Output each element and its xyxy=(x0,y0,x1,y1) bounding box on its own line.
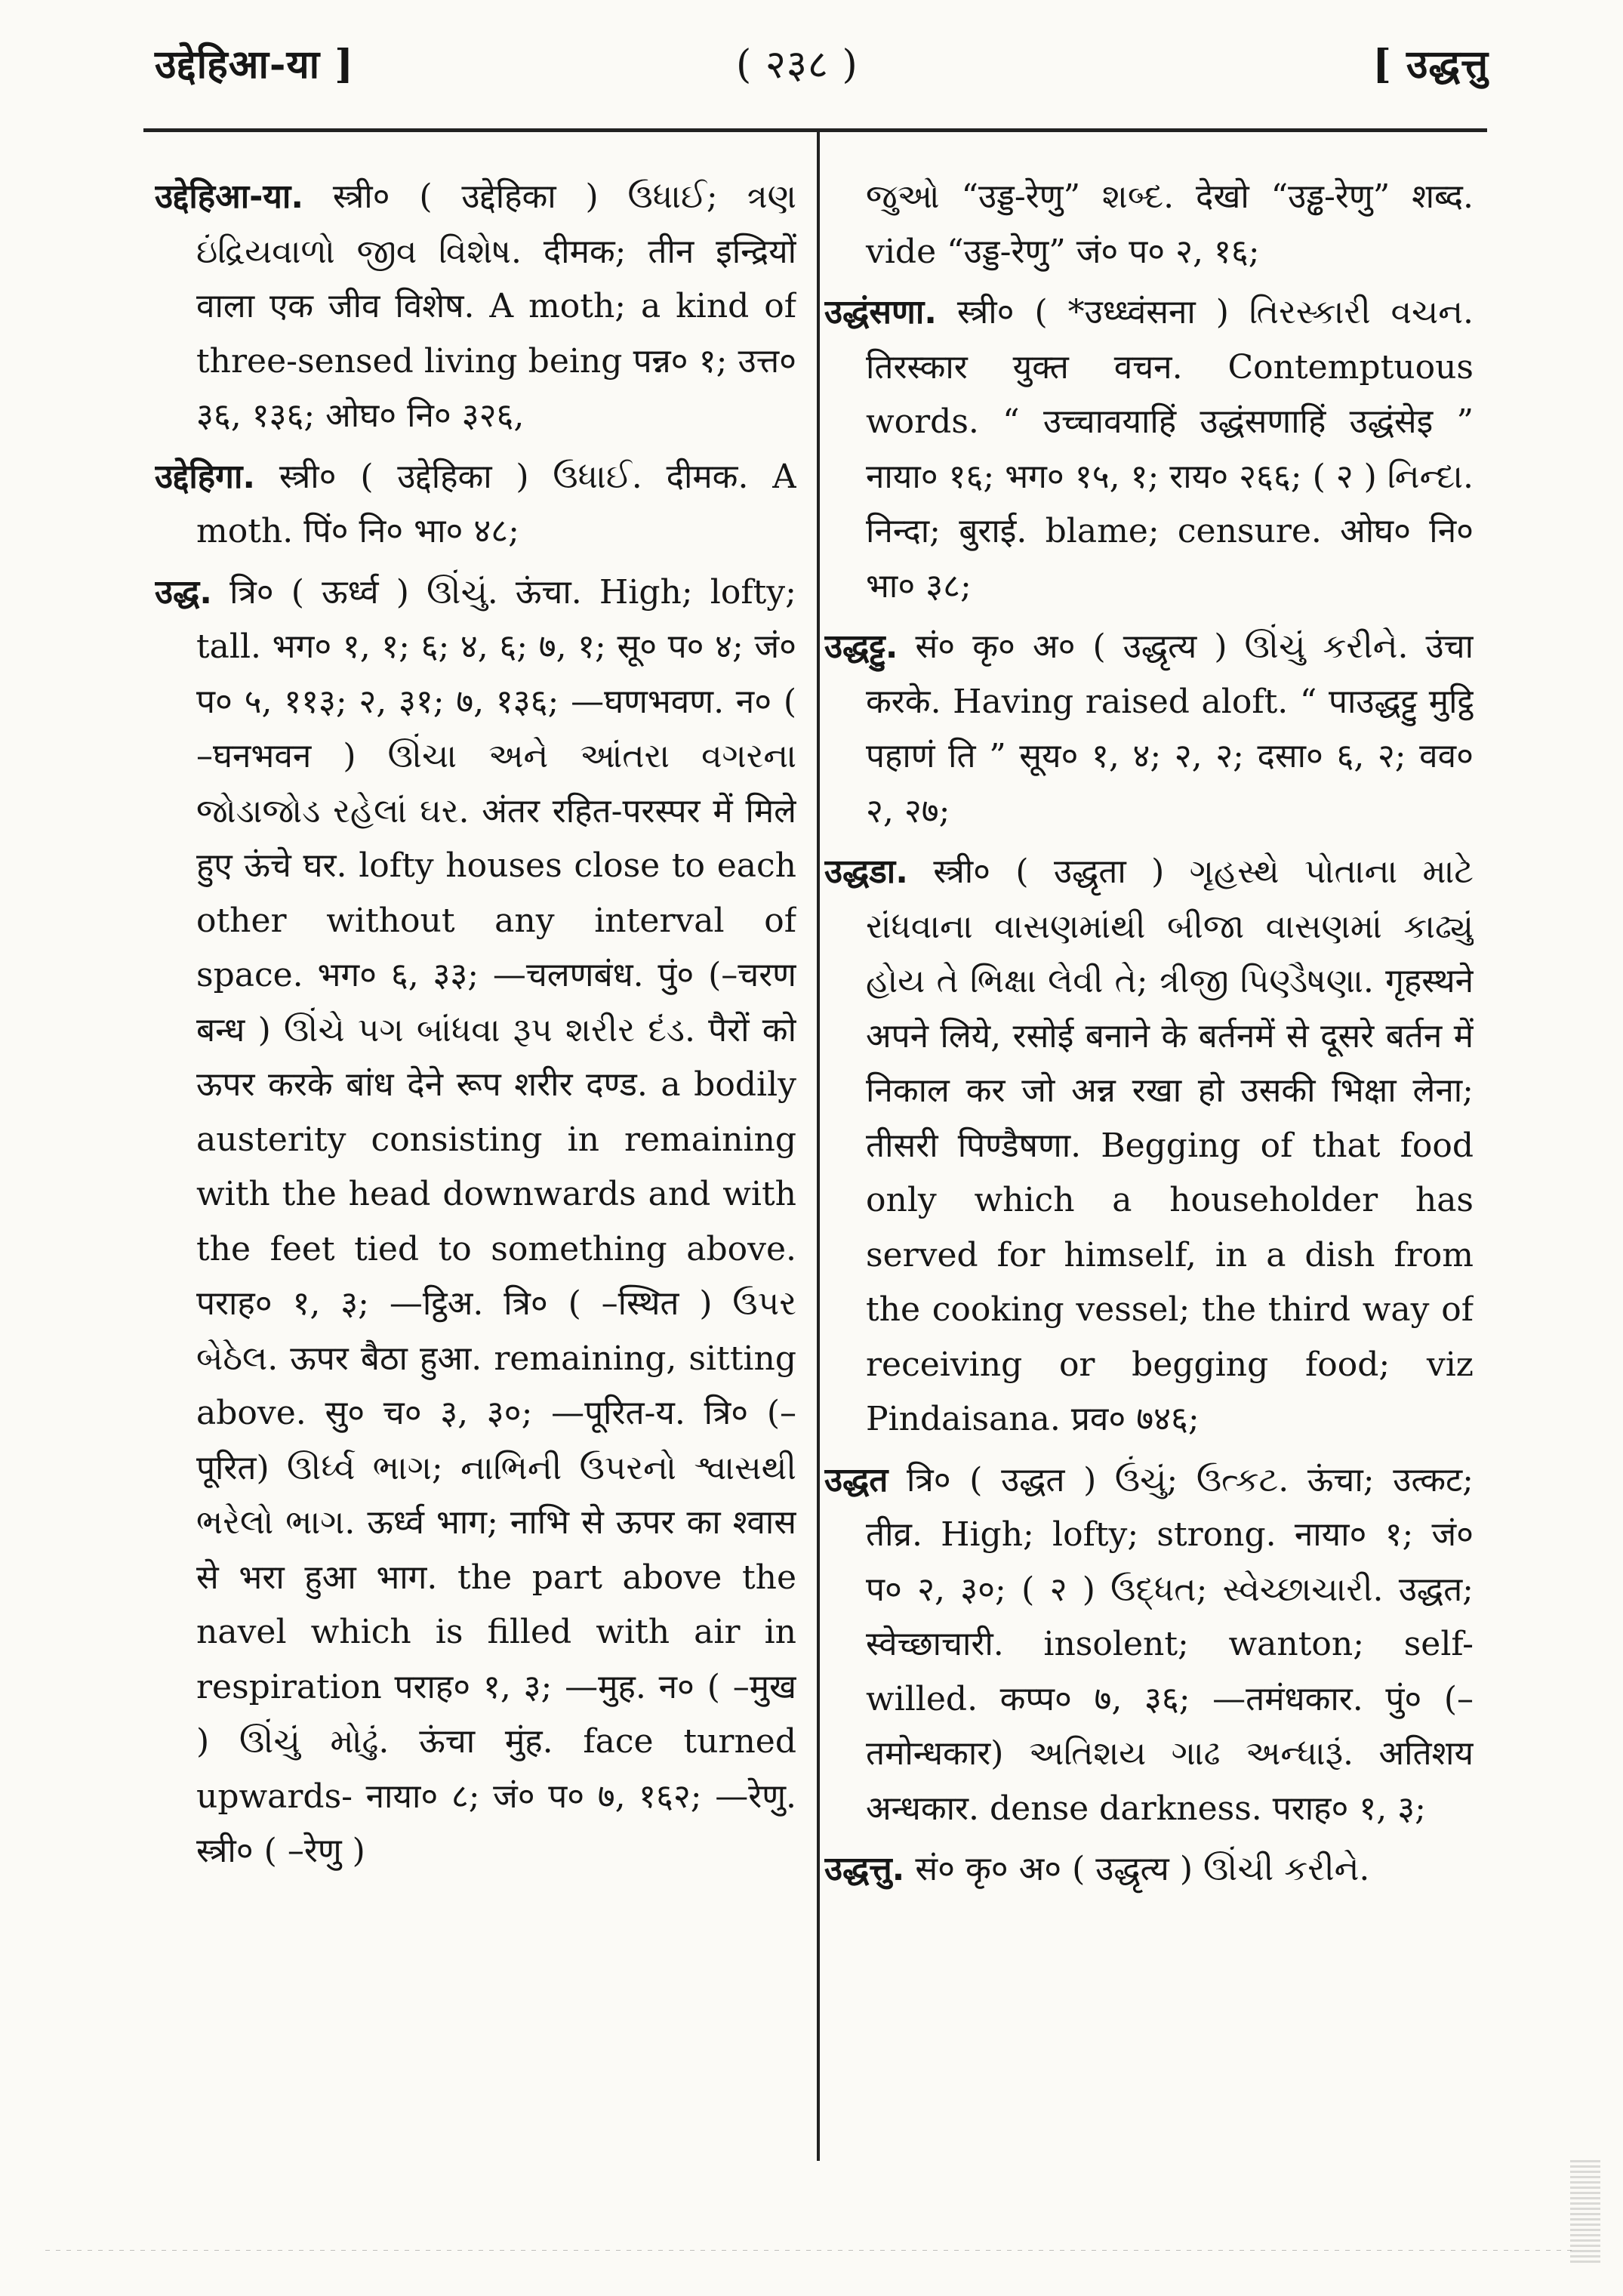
dictionary-entry-continuation xyxy=(824,170,1474,279)
entry-headword: उद्धट्टु. xyxy=(824,627,898,666)
entry-headword: उद्ध. xyxy=(155,572,212,612)
entry-text: स्त्री० ( उद्देहिका ) ઉધાઈ; ત્રણ ઇંદ્રિયવાળો જીવ વિશેષ. दीमक; तीन इन्द्रियों वाला एक जीव विशेष. A moth; a kind of three-sensed living being पन्न० १; उत्त० ३६, १३६; ओघ० नि० ३२६, xyxy=(196,177,796,435)
entry-text: सं० कृ० अ० ( उद्धृत्य ) ઊંચી કરીને. xyxy=(904,1850,1370,1888)
entry-headword: उद्देहिआ-या. xyxy=(155,177,304,216)
entry-text: त्रि० ( उद्धत ) ઉંચું; ઉત્કટ. ऊंचा; उत्कट; तीव्र. High; lofty; strong. नाया० १; जं० प० २, ३०; ( २ ) ઉદ્ધત; સ્વેચ્છાચારી. उद्धत; स्वेच्छाचारी. insolent; wanton; self-willed. कप्प० ७, ३६; —तमंधकार. पुं० (–तमोन्धकार) અતિશય ગાઢ અન્ધારૂં. अतिशय अन्धकार. dense darkness. पराह० १, ३; xyxy=(866,1460,1474,1828)
dictionary-entry xyxy=(824,620,1474,839)
right-column xyxy=(824,170,1474,2163)
entry-text: स्त्री० ( उद्धृता ) ગૃહસ્થે પોતાના માટે રાંધવાના વાસણમાંથી બીજા વાસણમાં કાઢ્યું હોય તે ભિક્ષા લેવી તે; ત્રીજી પિણ્ડૈષણા. गृहस्थने अपने लिये, रसोई बनाने के बर्तनमें से दूसरे बर्तन में निकाल कर जो अन्न रखा हो उसकी भिक्षा लेना; तीसरी पिण्डैषणा. Begging of that food only which a householder has served for himself, in a dish from the cooking vessel; the third way of receiving or begging food; viz Pindaisana. प्रव० ७४६; xyxy=(866,852,1474,1438)
dictionary-entry xyxy=(824,1842,1474,1897)
entry-headword: उद्देहिगा. xyxy=(155,457,256,496)
entry-headword: उद्धंसणा. xyxy=(824,293,937,331)
entry-headword: उद्धत xyxy=(824,1460,888,1499)
column-divider xyxy=(817,130,820,2161)
dictionary-entry xyxy=(824,285,1474,614)
header-rule xyxy=(143,128,1487,132)
dictionary-entry xyxy=(824,845,1474,1447)
page-number: ( २३८ ) xyxy=(736,42,858,88)
entry-text: જુઓ “उड्ड-रेणु” શબ્દ. देखो “उड्ढ-रेणु” शब्द. vide “उड्ड-रेणु” जं० प० २, १६; xyxy=(866,177,1474,271)
entry-text: त्रि० ( ऊर्ध्व ) ઊંચું. ऊंचा. High; lofty; tall. भग० १, १; ६; ४, ६; ७, १; सू० प० ४; जं० प० ५, ११३; २, ३१; ७, १३६; —घणभवण. न० ( –घनभवन ) ઊંચા અને આંતરા વગરના જોડાજોડ રહેલાં ઘર. अंतर रहित-परस्पर में मिले हुए ऊंचे घर. lofty houses close to each other without any interval of space. भग० ६, ३३; —चलणबंध. पुं० (–चरण बन्ध ) ઊંચે પગ બાંધવા રૂપ શરીર દંડ. पैरों को ऊपर करके बांध देने रूप शरीर दण्ड. a bodily austerity consisting in remaining with the head downwards and with the feet tied to something above. पराह० १, ३; —ट्ठिअ. त्रि० ( –स्थित ) ઉપર બેઠેલ. ऊपर बैठा हुआ. remaining, sitting above. सु० च० ३, ३०; —पूरित-य. त्रि० (–पूरित) ઊર્ધ્વ ભાગ; નાભિની ઉપરનો શ્વાસથી ભરેલો ભાગ. ऊर्ध्व भाग; नाभि से ऊपर का श्वास से भरा हुआ भाग. the part above the navel which is filled with air in respiration पराह० १, ३; —मुह. न० ( –मुख ) ઊંચું મોઢું. ऊंचा मुंह. face turned upwards- नाया० ८; जं० प० ७, १६२; —रेणु. स्त्री० ( –रेणु ) xyxy=(196,572,796,1870)
dictionary-entry xyxy=(155,450,796,559)
left-column xyxy=(155,170,796,2163)
running-head-left: उद्देहिआ-या ] xyxy=(155,42,354,88)
entry-text: स्त्री० ( *उध्ध्वंसना ) તિરસ્કારી વચન. तिरस्कार युक्त वचन. Contemptuous words. “ उच्चावयाहिं उद्धंसणाहिं उद्धंसेइ ” नाया० १६; भग० १५, १; राय० २६६; ( २ ) નિન્દા. निन्दा; बुराई. blame; censure. ओघ० नि० भा० ३८; xyxy=(866,293,1474,606)
entry-text: स्त्री० ( उद्देहिका ) ઉધાઈ. दीमक. A moth. पिं० नि० भा० ४८; xyxy=(196,457,796,550)
dictionary-entry xyxy=(155,566,796,1879)
entry-headword: उद्धडा. xyxy=(824,852,908,891)
dictionary-entry xyxy=(824,1453,1474,1837)
dictionary-entry xyxy=(155,170,796,444)
scan-edge-line xyxy=(45,2250,1578,2251)
running-head-right: [ उद्धत्तु xyxy=(1372,42,1489,88)
entry-headword: उद्धत्तु. xyxy=(824,1850,905,1888)
entry-text: सं० कृ० अ० ( उद्धृत्य ) ઊંચું કરીને. उंचा करके. Having raised aloft. “ पाउद्धट्टु मुट्ठि पहाणं ति ” सूय० १, ४; २, २; दसा० ६, २; वव० २, २७; xyxy=(866,627,1474,831)
